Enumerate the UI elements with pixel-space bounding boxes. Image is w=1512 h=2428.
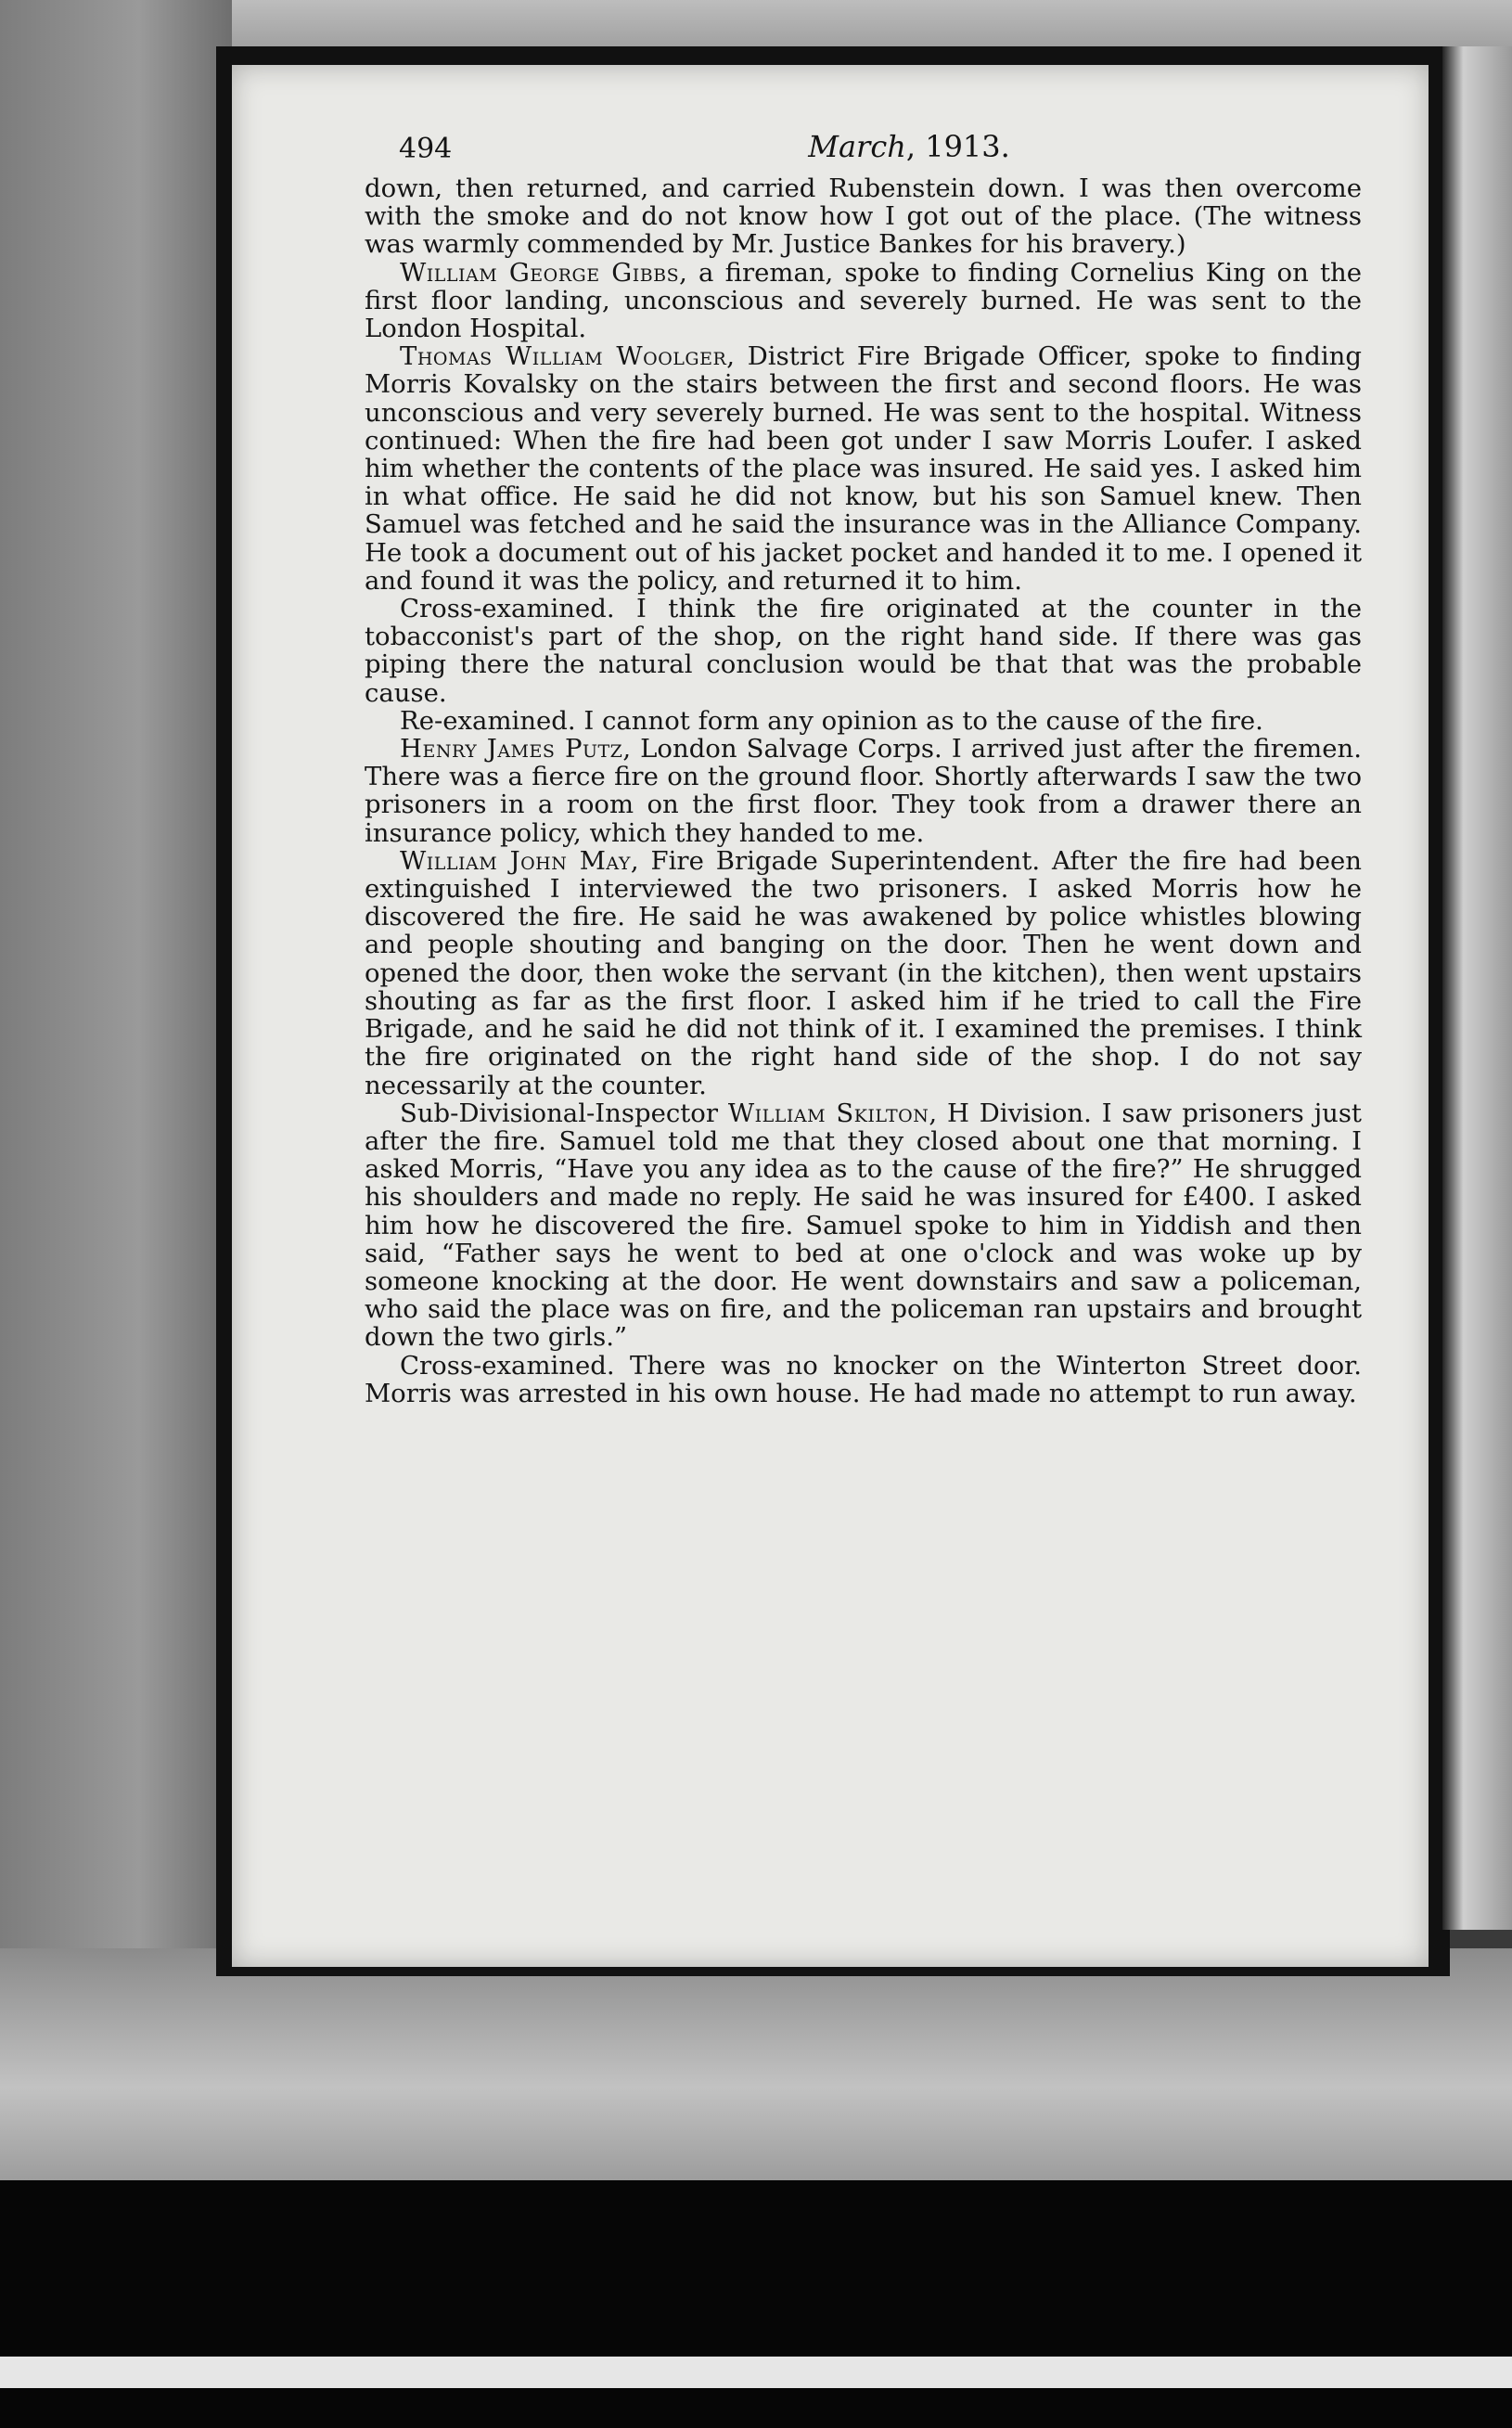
facing-page-edge — [1442, 46, 1512, 1930]
witness-name: William Skilton — [727, 1098, 929, 1128]
microfilm-black-band — [0, 2180, 1512, 2428]
running-title — [399, 129, 1382, 164]
paragraph-cross-examined-1 — [365, 595, 1362, 707]
running-title-year: , 1913. — [905, 129, 1010, 164]
microfilm-light-strip — [0, 2357, 1512, 2388]
microfilm-left-margin — [0, 0, 232, 2180]
page-header — [399, 125, 1382, 172]
paragraph-witness-woolger — [365, 342, 1362, 595]
paragraph-text: Cross-examined. I think the fire originated at the counter in the tobacconist's part of the shop, on the right hand side. If there was gas piping there the natural conclusion would be that that was the probable cause. — [365, 594, 1362, 708]
paragraph-text: Cross-examined. There was no knocker on the Winterton Street door. Morris was arrested in his own house. He had made no attempt to run away. — [365, 1350, 1362, 1408]
page-number: 494 — [399, 133, 453, 165]
paragraph-cross-examined-2 — [365, 1352, 1362, 1407]
paragraph-text: , Fire Brigade Superintendent. After the fire had been extinguished I interviewed the two prisoners. I asked Morris how he discovered the fire. He said he was awakened by police whistles blowing and people shouting and banging on the door. Then he went down and opened the door, then woke the servant (in the kitchen), then went upstairs shouting as far as the first floor. I asked him if he tried to call the Fire Brigade, and he said he did not think of it. I examined the premises. I think the fire originated on the right hand side of the shop. I do not say necessarily at the counter. — [365, 845, 1362, 1100]
microfilm-bottom-margin — [0, 1948, 1512, 2180]
witness-name: William George Gibbs — [400, 257, 680, 288]
paragraph-witness-skilton — [365, 1099, 1362, 1352]
witness-name: Henry James Putz — [400, 734, 623, 764]
paragraph-text: , London Salvage Corps. I arrived just after the firemen. There was a fierce fire on the ground floor. Shortly afterwards I saw the two prisoners in a room on the first floor. They took from a drawer there an insurance policy, which they handed to me. — [365, 734, 1362, 848]
paragraph-witness-may — [365, 847, 1362, 1099]
witness-rank: Sub-Divisional-Inspector — [400, 1098, 728, 1128]
page-body-text — [365, 174, 1362, 1407]
book-page — [232, 65, 1429, 1967]
paragraph-text: , H Division. I saw prisoners just after the fire. Samuel told me that they closed about one that morning. I asked Morris, “Have you any idea as to the cause of the fire?” He shrugged his shoulders and made no reply. He said he was insured for £400. I asked him how he discovered the fire. Samuel spoke to him in Yiddish and then said, “Father says he went to bed at one o'clock and was woke up by someone knocking at the door. He went downstairs and saw a policeman, who said the place was on fire, and the policeman ran upstairs and brought down the two girls.” — [365, 1098, 1362, 1353]
paragraph-text: Re-examined. I cannot form any opinion as to the cause of the fire. — [400, 705, 1263, 736]
witness-name: William John May — [400, 845, 631, 876]
witness-name: Thomas William Woolger — [400, 341, 727, 372]
paragraph-witness-gibbs — [365, 259, 1362, 343]
paragraph-text: , a fireman, spoke to finding Cornelius King on the first floor landing, unconscious and severely burned. He was sent to the London Hospital. — [365, 257, 1362, 344]
running-title-month: March — [808, 129, 906, 164]
paragraph-continuation — [365, 174, 1362, 259]
paragraph-text: down, then returned, and carried Rubenstein down. I was then overcome with the smoke and do not know how I got out of the place. (The witness was warmly commended by Mr. Justice Bankes for his bravery.) — [365, 173, 1362, 260]
paragraph-text: , District Fire Brigade Officer, spoke to finding Morris Kovalsky on the stairs between the first and second floors. He was unconscious and very severely burned. He was sent to the hospital. Witness continued: When the fire had been got under I saw Morris Loufer. I asked him whether the contents of the place was insured. He said yes. I asked him in what office. He said he did not know, but his son Samuel knew. Then Samuel was fetched and he said the insurance was in the Alliance Company. He took a document out of his jacket pocket and handed it to me. I opened it and found it was the policy, and returned it to him. — [365, 341, 1362, 596]
paragraph-re-examined — [365, 707, 1362, 735]
paragraph-witness-putz — [365, 735, 1362, 847]
